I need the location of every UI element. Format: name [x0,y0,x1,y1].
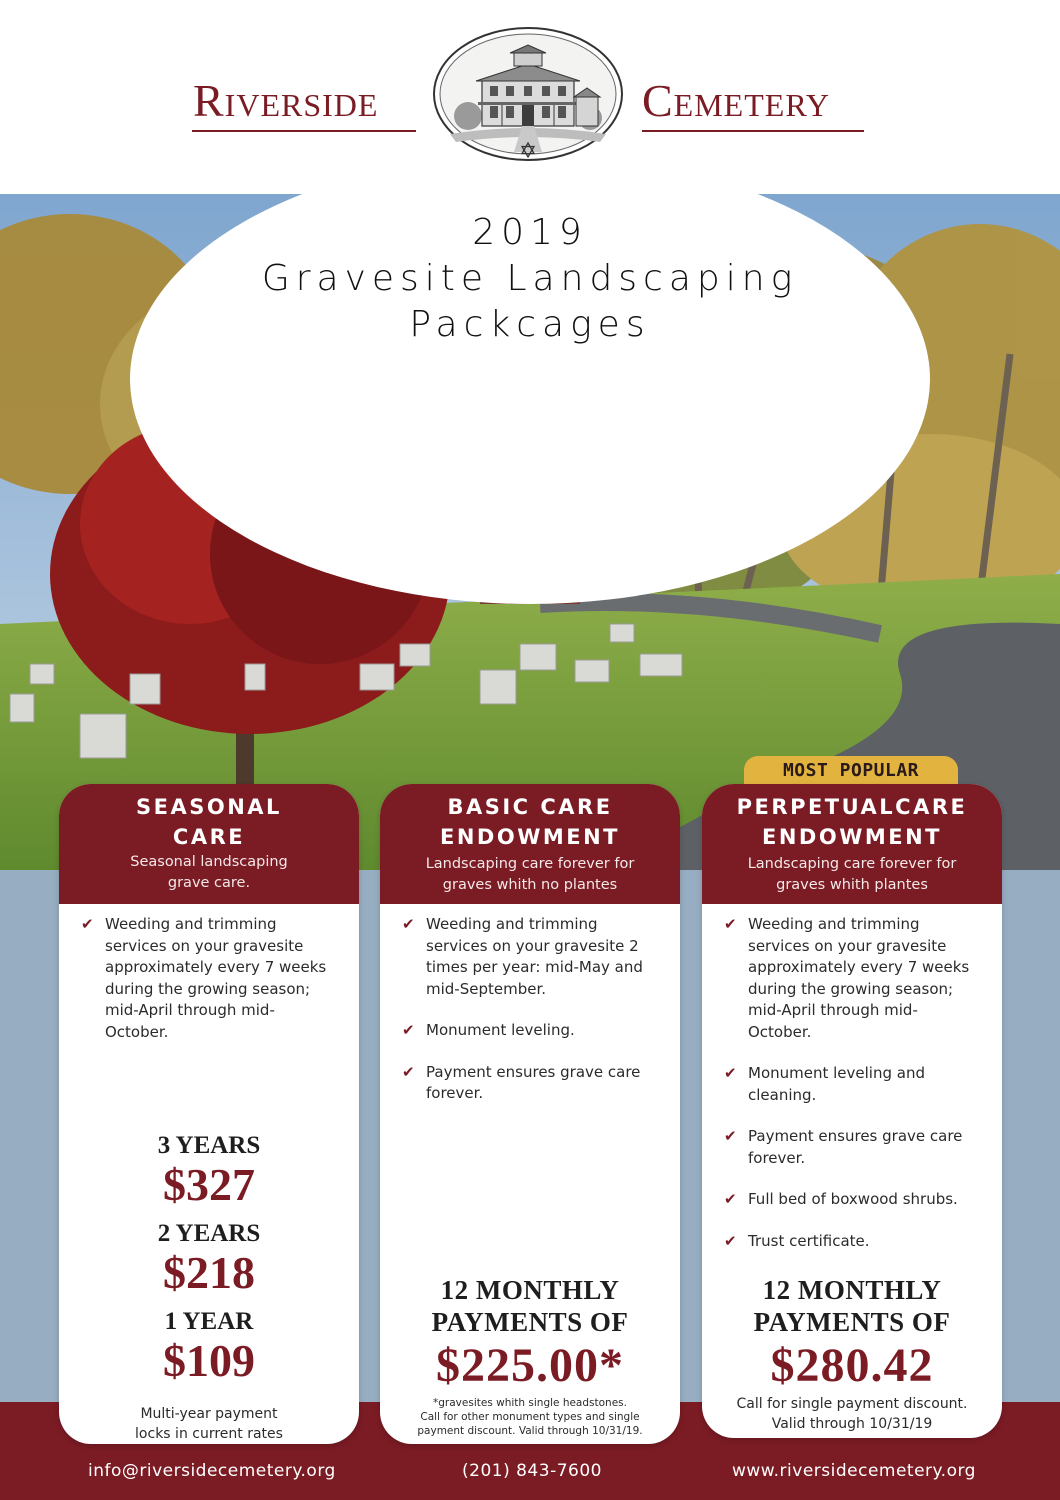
card-note-line: Call for single payment discount. [736,1396,968,1412]
footer-website-link[interactable]: www.riversidecemetery.org [732,1461,976,1481]
checkmark-icon: ✔ [724,1190,737,1208]
card-note-line: Valid through 10/31/19 [771,1416,933,1432]
card-note-line: locks in current rates [135,1426,283,1442]
feature-text: Payment ensures grave care forever. [426,1062,641,1102]
title-year: 2019 [472,212,588,253]
feature-text: Weeding and trimming services on your gravesite approximately every 7 weeks during the growing season; mid-April through mid-October. [748,915,970,1041]
card-subtitle [380,852,680,896]
feature-item [724,914,978,1043]
card-subtitle-line: graves whith plantes [776,877,928,893]
card-subtitle-line: grave care. [167,875,251,891]
price-block [702,1274,1002,1394]
card-title: CARE [172,825,246,849]
brand-underline-left [192,130,416,132]
brand-name-left: Riverside [193,75,379,126]
feature-text: Full bed of boxwood shrubs. [748,1190,958,1208]
card-footnote [380,1396,680,1438]
feature-text: Payment ensures grave care forever. [748,1127,963,1167]
checkmark-icon: ✔ [402,915,415,933]
price-block [380,1274,680,1394]
card-note [702,1394,1002,1434]
checkmark-icon: ✔ [724,1064,737,1082]
price-amount: $280.42 [770,1339,934,1392]
card-title: ENDOWMENT [439,825,620,849]
feature-item [402,1062,656,1105]
card-note-line: Multi-year payment [140,1406,278,1422]
monthly-label: PAYMENTS OF [431,1307,629,1337]
card-subtitle-line: Landscaping care forever for [425,856,635,872]
card-subtitle-line: Landscaping care forever for [747,856,957,872]
title-main: Gravesite Landscaping [261,258,799,299]
feature-list [702,904,1002,1252]
card-subtitle [702,852,1002,896]
card-note-line: Call for other monument types and single [420,1411,640,1423]
card-title: SEASONAL [136,795,282,819]
card-header [380,784,680,904]
feature-text: Weeding and trimming services on your gravesite 2 times per year: mid-May and mid-September. [426,915,643,998]
feature-list [59,904,359,1043]
house-emblem-icon [430,24,626,164]
brand-underline-right [642,130,864,132]
feature-item [402,914,656,1000]
card-title: PERPETUALCARE [736,795,968,819]
card-title: BASIC CARE [447,795,613,819]
footer-email-link[interactable]: info@riversidecemetery.org [88,1461,336,1481]
card-subtitle [59,852,359,894]
price-amount: $109 [163,1335,255,1386]
card-header [702,784,1002,904]
card-note-line: payment discount. Valid through 10/31/19. [417,1425,643,1437]
card-note [59,1404,359,1444]
feature-item [402,1020,656,1042]
feature-text: Weeding and trimming services on your gravesite approximately every 7 weeks during the growing season; mid-April through mid-October. [105,915,327,1041]
feature-text: Monument leveling. [426,1021,575,1039]
checkmark-icon: ✔ [81,915,94,933]
monthly-label: 12 MONTHLY [762,1275,942,1305]
price-amount: $327 [163,1159,255,1210]
checkmark-icon: ✔ [724,915,737,933]
price-amount: $218 [163,1247,255,1298]
price-term: 1 YEAR [164,1308,254,1335]
card-subtitle-line: Seasonal landscaping [130,854,288,870]
card-header [59,784,359,904]
footer-phone[interactable]: (201) 843-7600 [462,1461,602,1481]
checkmark-icon: ✔ [402,1021,415,1039]
card-note-line: *gravesites whith single headstones. [433,1397,627,1409]
feature-list [380,904,680,1105]
price-list [59,1132,359,1396]
package-card-basic-care-endowment [380,784,680,1444]
checkmark-icon: ✔ [724,1127,737,1145]
price-term: 3 YEARS [157,1132,261,1159]
feature-item [724,1126,978,1169]
monthly-label: 12 MONTHLY [440,1275,620,1305]
checkmark-icon: ✔ [402,1062,415,1081]
price-term: 2 YEARS [157,1220,261,1247]
brand-name-right: Cemetery [642,75,831,126]
title-sub: Packcages [409,304,651,345]
feature-item [724,1189,978,1211]
feature-item [724,1063,978,1106]
most-popular-badge: MOST POPULAR [744,756,958,786]
feature-item [81,914,335,1043]
card-subtitle-line: graves whith no plantes [442,877,618,893]
page-title [230,210,830,348]
monthly-label: PAYMENTS OF [753,1307,951,1337]
feature-item [724,1231,978,1253]
feature-text: Trust certificate. [748,1231,870,1250]
package-card-seasonal-care [59,784,359,1444]
package-card-perpetual-care-endowment [702,784,1002,1438]
price-amount: $225.00* [436,1339,624,1392]
feature-text: Monument leveling and cleaning. [748,1064,925,1104]
card-title: ENDOWMENT [761,825,942,849]
checkmark-icon: ✔ [724,1231,737,1250]
